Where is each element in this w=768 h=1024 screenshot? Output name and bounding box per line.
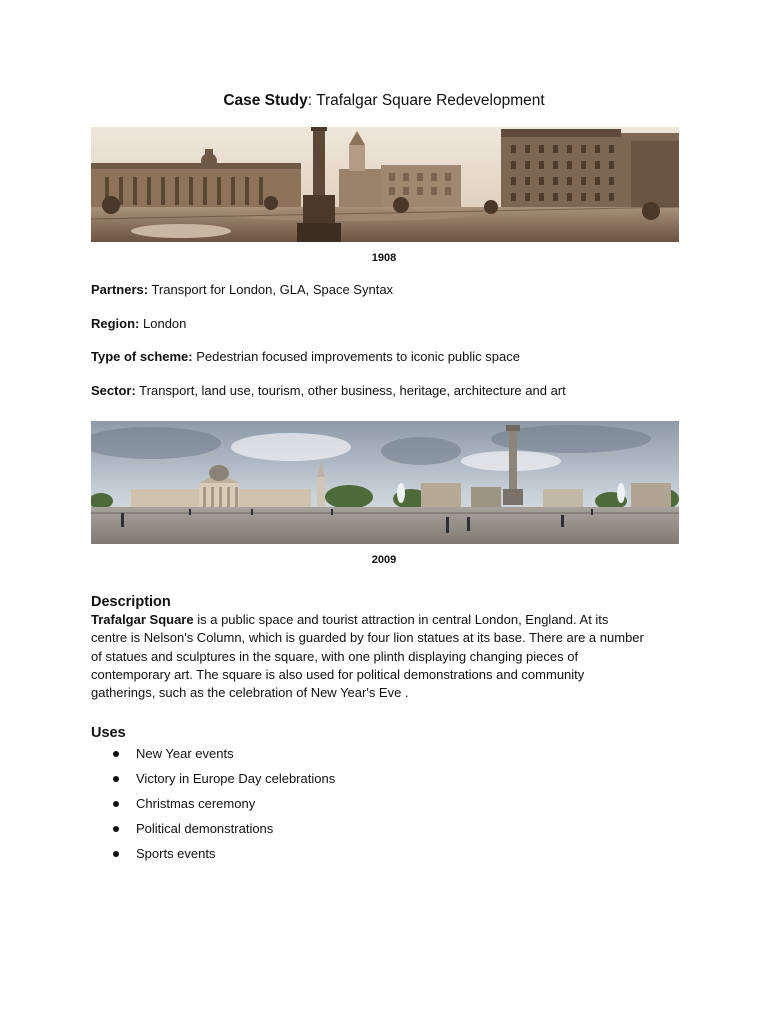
field-value: Transport for London, GLA, Space Syntax (148, 282, 394, 297)
description-line: contemporary art. The square is also used for political demonstrations and community (91, 666, 585, 682)
description-bold: Trafalgar Square (91, 612, 194, 627)
field-type-of-scheme (91, 348, 711, 366)
bullet-icon (113, 851, 119, 857)
field-label: Sector: (91, 383, 136, 398)
description-text: is a public space and tourist attraction in central London, England. At its (193, 612, 609, 627)
field-label: Type of scheme: (91, 349, 193, 364)
page-title (0, 90, 768, 112)
field-label: Partners: (91, 282, 149, 297)
bullet-icon (113, 776, 119, 782)
photo-caption-2009: 2009 (371, 554, 397, 566)
field-label: Region: (91, 316, 140, 331)
field-region (91, 315, 711, 333)
list-item-label: Victory in Europe Day celebrations (136, 771, 336, 786)
field-value: Transport, land use, tourism, other business, heritage, architecture and art (135, 383, 566, 398)
list-item-label: Christmas ceremony (136, 796, 256, 811)
photo-2009-panorama (91, 421, 679, 544)
list-item (91, 819, 335, 844)
description-line: gatherings, such as the celebration of New Year's Eve . (91, 685, 409, 701)
field-partners (91, 281, 711, 299)
title-rest: : Trafalgar Square Redevelopment (307, 92, 545, 109)
list-item-label: Political demonstrations (136, 821, 274, 836)
bullet-icon (113, 826, 119, 832)
description-heading: Description (91, 594, 171, 610)
list-item (91, 744, 335, 769)
description-line: centre is Nelson's Column, which is guarded by four lion statues at its base. There are a number (91, 630, 644, 646)
list-item-label: Sports events (136, 846, 216, 861)
list-item (91, 794, 335, 819)
field-value: London (139, 316, 187, 331)
bullet-icon (113, 751, 119, 757)
photo-caption-1908: 1908 (371, 252, 397, 264)
field-sector (91, 382, 711, 400)
list-item (91, 769, 335, 794)
photo-1908-panorama (91, 127, 679, 242)
field-value: Pedestrian focused improvements to iconic public space (192, 349, 520, 364)
description-line (91, 611, 691, 629)
list-item-label: New Year events (136, 746, 234, 761)
bullet-icon (113, 801, 119, 807)
uses-list (91, 744, 335, 869)
uses-heading: Uses (91, 725, 126, 741)
description-paragraph (91, 611, 691, 702)
title-bold: Case Study (223, 92, 308, 109)
description-line: of statues and sculptures in the square, with one plinth displaying changing pieces of (91, 648, 579, 664)
list-item (91, 844, 335, 869)
